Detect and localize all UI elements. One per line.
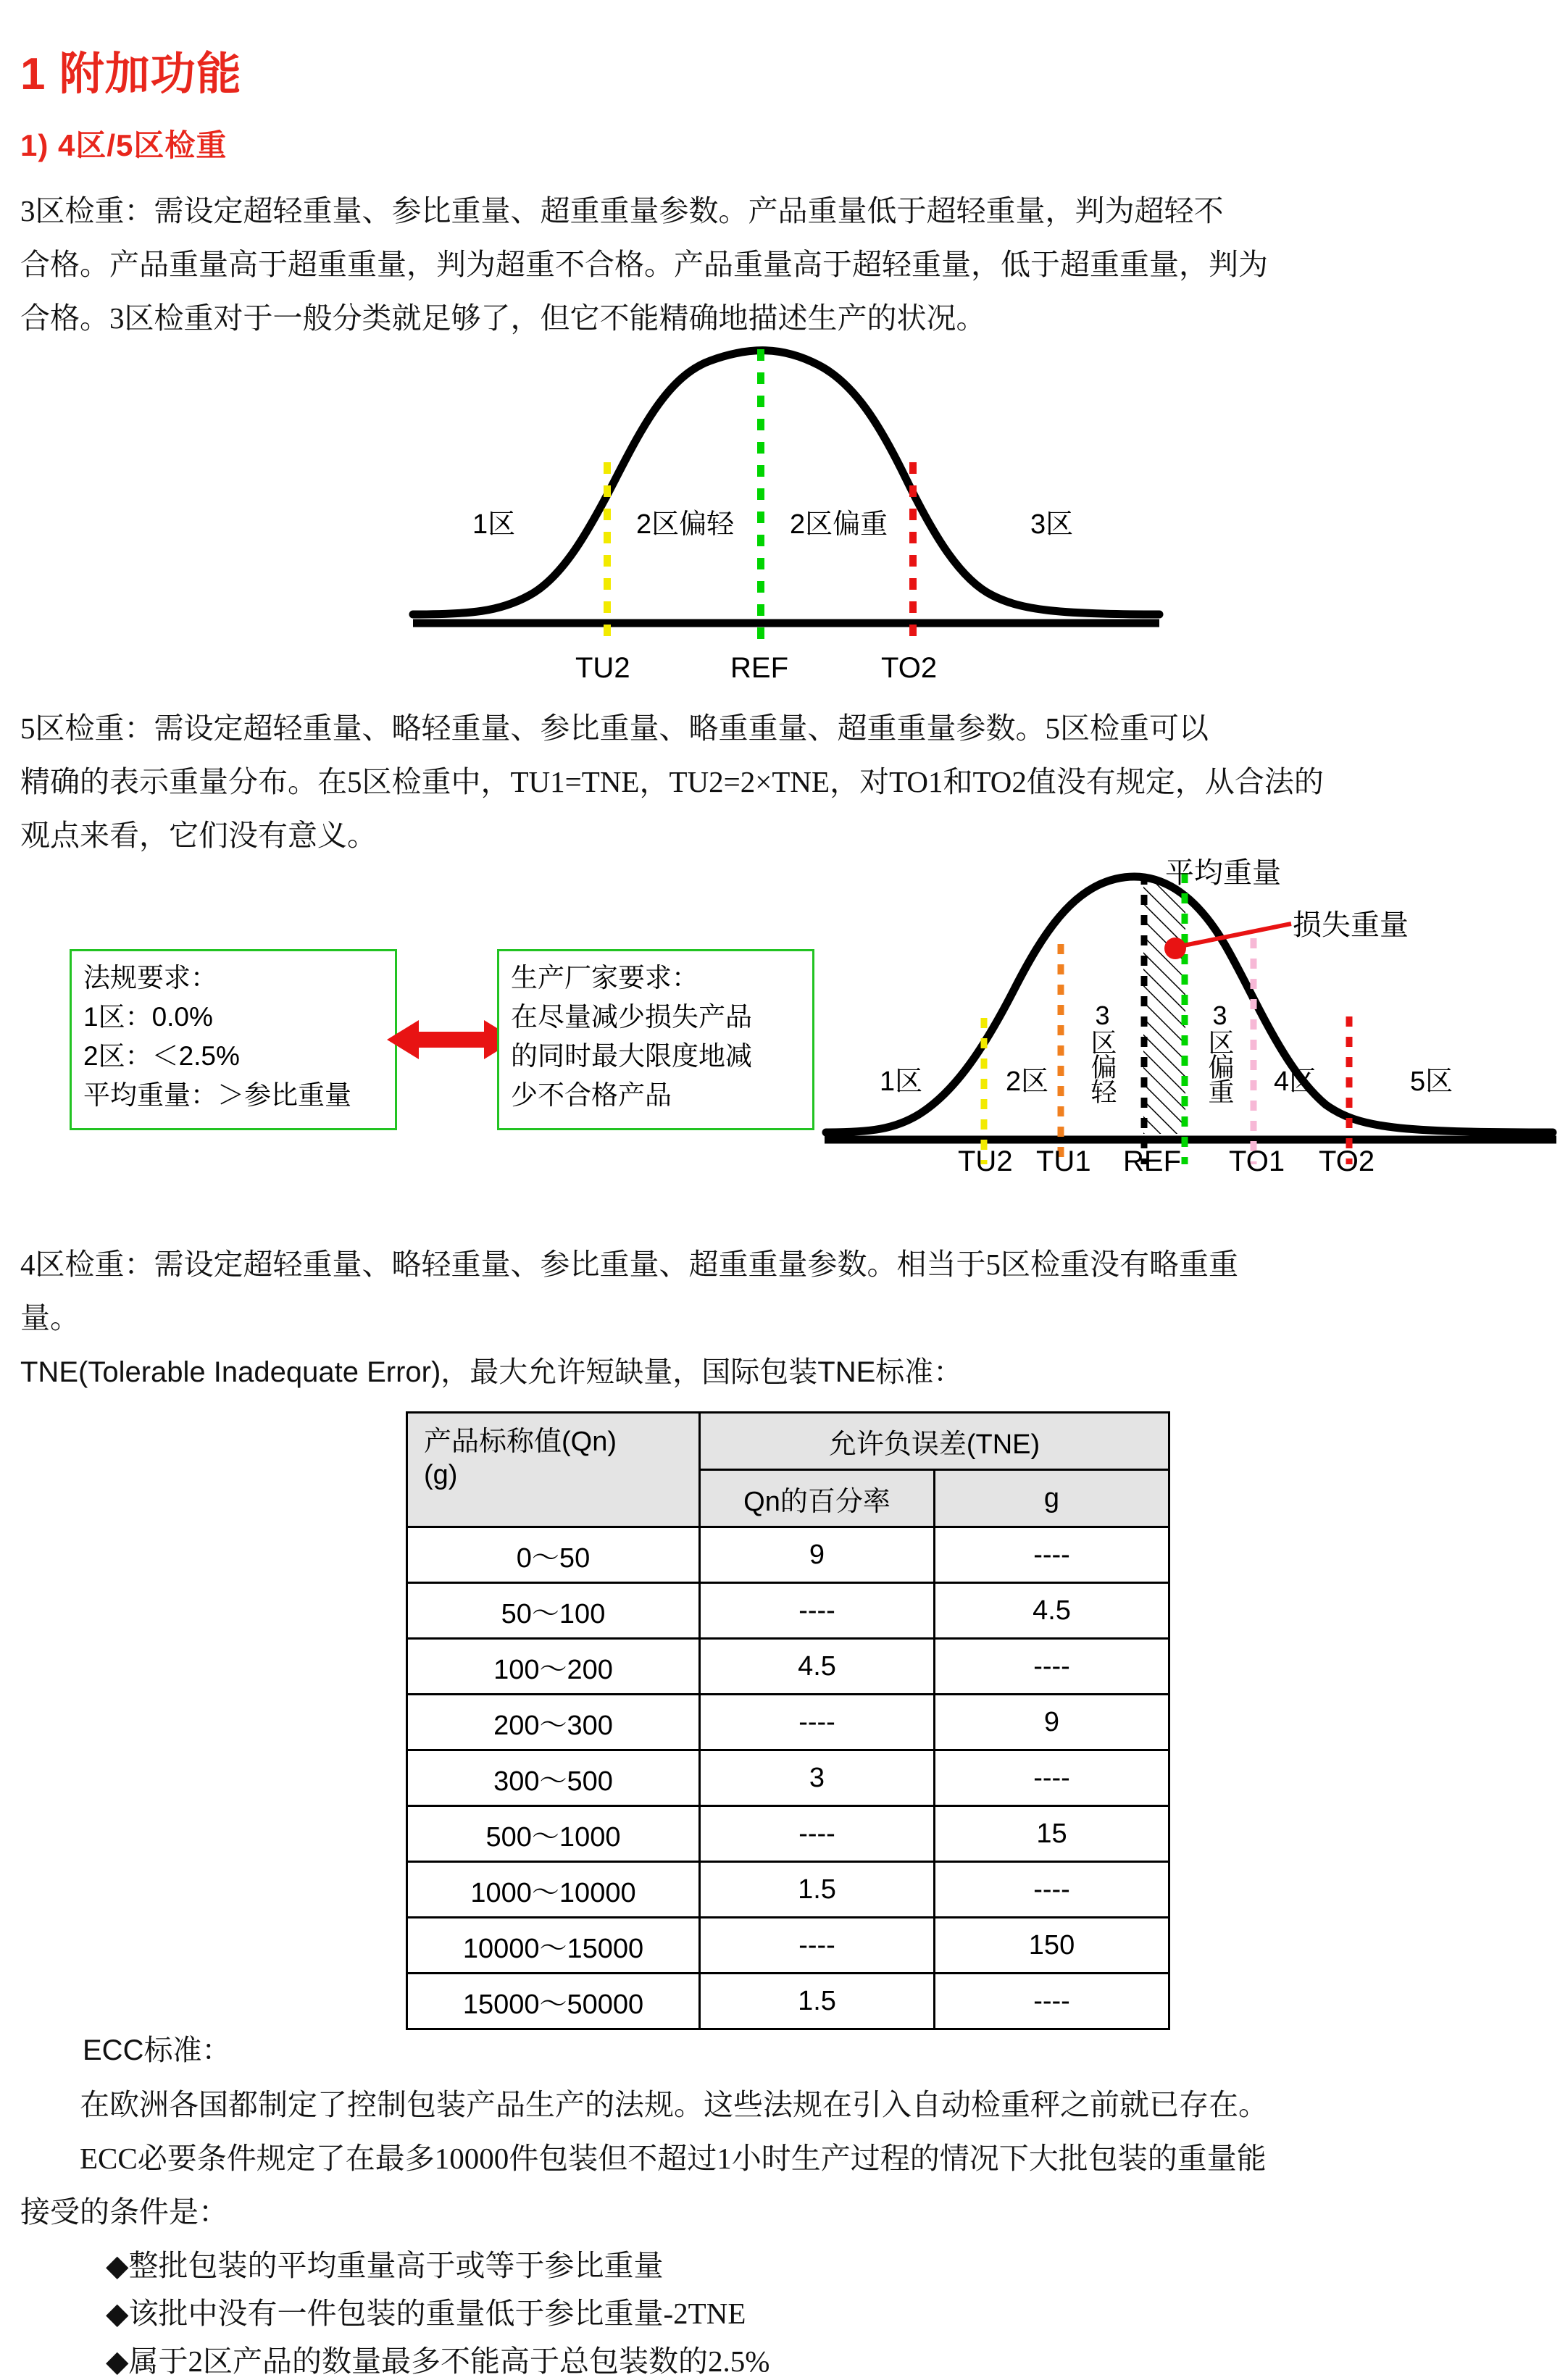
para-5zone-line-1: 5区检重：需设定超轻重量、略轻重量、参比重量、略重重量、超重重量参数。5区检重可以	[20, 711, 1209, 745]
chart-5zone-svg	[819, 859, 1560, 1177]
table-row	[407, 1806, 1169, 1862]
cell-qn: 100～200	[407, 1639, 700, 1695]
para-3zone-line-2: 合格。产品重量高于超重重量，判为超重不合格。产品重量高于超轻重量，低于超重重量，判为	[20, 248, 1268, 281]
cell-qn: 50～100	[407, 1583, 700, 1639]
para-4zone-line-1: 4区检重：需设定超轻重量、略轻重量、参比重量、超重重量参数。相当于5区检重没有略重重	[20, 1248, 1238, 1281]
header-qn-percent: Qn的百分率	[700, 1470, 935, 1527]
tick-label-5z-to1: TO1	[1229, 1145, 1285, 1177]
header-qn-line2: (g)	[424, 1460, 458, 1490]
table-row	[407, 1583, 1169, 1639]
tick-label-5z-tu1: TU1	[1036, 1145, 1091, 1177]
cell-g: 4.5	[935, 1583, 1169, 1639]
manufacturer-line-4: 少不合格产品	[511, 1080, 672, 1110]
cell-pct: 3	[700, 1750, 935, 1806]
ecc-title: ECC标准：	[83, 2034, 231, 2066]
annotation-mean-weight: 平均重量	[1165, 857, 1281, 889]
cell-pct: 1.5	[700, 1974, 935, 2029]
loss-weight-hatched-region	[1143, 873, 1185, 1134]
tne-intro-line: TNE(Tolerable Inadequate Error)，最大允许短缺量，国际包装TNE标准：	[20, 1356, 963, 1388]
section-subtitle: 1) 4区/5区检重	[20, 128, 228, 162]
tick-label-tu2: TU2	[575, 652, 630, 684]
cell-qn: 10000～15000	[407, 1918, 700, 1974]
table-row	[407, 1639, 1169, 1695]
ecc-bullet-3: ◆属于2区产品的数量最多不能高于总包装数的2.5%	[106, 2344, 770, 2378]
cell-g: ----	[935, 1527, 1169, 1583]
cell-qn: 15000～50000	[407, 1974, 700, 2029]
cell-qn: 500～1000	[407, 1806, 700, 1862]
cell-g: ----	[935, 1750, 1169, 1806]
cell-g: 150	[935, 1918, 1169, 1974]
zone-label-3: 2区偏重	[790, 509, 888, 540]
regulation-line-3: 2区：＜2.5%	[83, 1041, 240, 1071]
page-title: 1 附加功能	[20, 49, 242, 99]
header-product-nominal	[407, 1413, 700, 1527]
tick-label-to2: TO2	[881, 652, 938, 684]
regulation-requirements-box	[70, 949, 397, 1130]
zone-label-5z-6: 5区	[1410, 1066, 1453, 1097]
cell-pct: 4.5	[700, 1639, 935, 1695]
para-4zone-line-2: 量。	[20, 1301, 80, 1335]
table-row	[407, 1695, 1169, 1750]
table-row	[407, 1918, 1169, 1974]
ecc-bullet-1: ◆整批包装的平均重量高于或等于参比重量	[106, 2249, 664, 2282]
para-3zone-line-3: 合格。3区检重对于一般分类就足够了，但它不能精确地描述生产的状况。	[20, 301, 986, 335]
cell-qn: 200～300	[407, 1695, 700, 1750]
cell-qn: 1000～10000	[407, 1862, 700, 1918]
manufacturer-line-2: 在尽量减少损失产品	[511, 1002, 752, 1032]
regulation-line-2: 1区：0.0%	[83, 1002, 213, 1032]
cell-pct: ----	[700, 1806, 935, 1862]
para-5zone-line-3: 观点来看，它们没有意义。	[20, 819, 377, 852]
manufacturer-line-3: 的同时最大限度地减	[511, 1041, 752, 1071]
header-tne-group: 允许负误差(TNE)	[700, 1413, 1169, 1470]
cell-pct: ----	[700, 1583, 935, 1639]
table-row	[407, 1974, 1169, 2029]
zone-label-5z-2: 2区	[1006, 1066, 1049, 1097]
cell-pct: 9	[700, 1527, 935, 1583]
chart-3zone	[406, 341, 1167, 684]
tick-label-5z-tu2: TU2	[958, 1145, 1013, 1177]
para-3zone-line-1: 3区检重：需设定超轻重量、参比重量、超重重量参数。产品重量低于超轻重量，判为超轻不	[20, 194, 1224, 227]
table-header-row-1	[407, 1413, 1169, 1470]
cell-g: ----	[935, 1974, 1169, 2029]
tick-label-5z-ref: REF	[1123, 1145, 1181, 1177]
zone-label-5z-4: 3区偏重	[1205, 1001, 1235, 1103]
ecc-line-2: ECC必要条件规定了在最多10000件包装但不超过1小时生产过程的情况下大批包装的重量能	[80, 2142, 1267, 2175]
table-row	[407, 1750, 1169, 1806]
regulation-line-1: 法规要求：	[83, 963, 217, 993]
zone-label-5z-3: 3区偏轻	[1088, 1001, 1117, 1103]
tick-label-ref: REF	[730, 652, 788, 684]
chart-3zone-svg	[406, 341, 1167, 645]
cell-g: ----	[935, 1862, 1169, 1918]
header-qn-line1: 产品标称值(Qn)	[424, 1427, 617, 1457]
ecc-bullet-2: ◆该批中没有一件包装的重量低于参比重量-2TNE	[106, 2297, 746, 2330]
cell-g: 15	[935, 1806, 1169, 1862]
cell-qn: 0～50	[407, 1527, 700, 1583]
manufacturer-requirements-box	[497, 949, 814, 1130]
tne-standard-table	[406, 1411, 1170, 2030]
cell-pct: ----	[700, 1695, 935, 1750]
zone-label-2: 2区偏轻	[636, 509, 735, 540]
zone-label-4: 3区	[1030, 509, 1074, 540]
regulation-line-4: 平均重量：＞参比重量	[83, 1080, 351, 1110]
zone-label-5z-1: 1区	[880, 1066, 923, 1097]
zone-label-5z-5: 4区	[1274, 1066, 1317, 1097]
para-5zone-line-2: 精确的表示重量分布。在5区检重中，TU1=TNE，TU2=2×TNE，对TO1和TO2值没有规定，从合法的	[20, 765, 1324, 798]
loss-weight-leader-line	[1177, 924, 1291, 947]
tick-label-5z-to2: TO2	[1319, 1145, 1375, 1177]
cell-g: 9	[935, 1695, 1169, 1750]
cell-qn: 300～500	[407, 1750, 700, 1806]
cell-g: ----	[935, 1639, 1169, 1695]
header-grams: g	[935, 1470, 1169, 1527]
ecc-line-1: 在欧洲各国都制定了控制包装产品生产的法规。这些法规在引入自动检重秤之前就已存在。	[80, 2088, 1268, 2121]
table-row	[407, 1527, 1169, 1583]
zone-label-1: 1区	[472, 509, 516, 540]
manufacturer-line-1: 生产厂家要求：	[511, 963, 698, 993]
loss-weight-dot	[1164, 938, 1186, 959]
bell-curve-path	[413, 351, 1159, 614]
chart-5zone	[819, 859, 1560, 1177]
table-row	[407, 1862, 1169, 1918]
cell-pct: ----	[700, 1918, 935, 1974]
annotation-loss-weight: 损失重量	[1293, 909, 1409, 941]
cell-pct: 1.5	[700, 1862, 935, 1918]
ecc-line-3: 接受的条件是：	[20, 2195, 228, 2229]
